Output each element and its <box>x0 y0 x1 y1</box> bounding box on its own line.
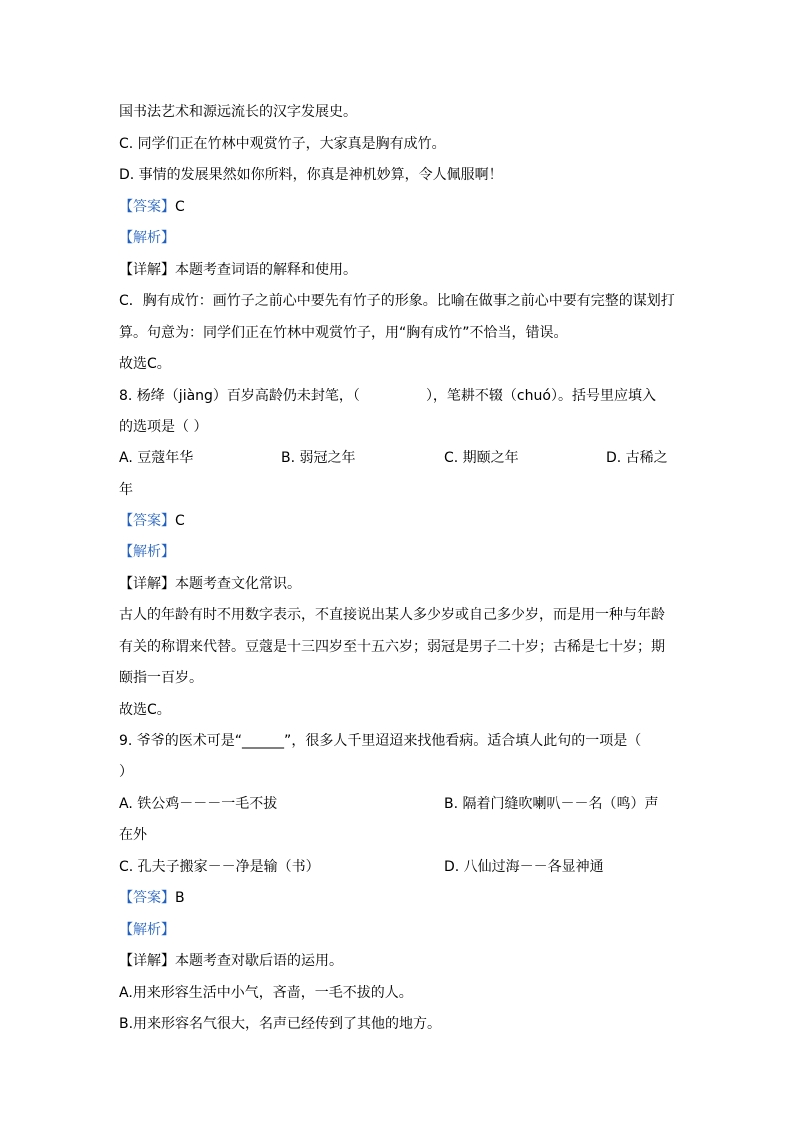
explanation-line: C．胸有成竹：画竹子之前心中要先有竹子的形象。比喻在做事之前心中要有完整的谋划打 <box>119 293 675 309</box>
detail-text: 本题考查词语的解释和使用。 <box>175 262 357 278</box>
q9-option-b: B. 隔着门缝吹喇叭－－名（鸣）声 <box>444 796 659 812</box>
q9-option-d: D. 八仙过海－－各显神通 <box>444 859 604 875</box>
q8-option-a: A. 豆蔻年华 <box>119 450 194 466</box>
answer-tag: 【答案】 <box>119 513 175 529</box>
analysis-tag: 【解析】 <box>119 230 175 246</box>
question-9-stem-cont: ） <box>119 764 133 780</box>
question-8-stem-part2: ），笔耕不辍（chuó）。括号里应填入 <box>425 388 656 404</box>
answer-line-2 <box>119 512 185 530</box>
option-d-text: D. 事情的发展果然如你所料，你真是神机妙算，令人佩服啊！ <box>119 167 503 183</box>
explanation-line: B.用来形容名气很大，名声已经传到了其他的地方。 <box>119 1016 442 1032</box>
question-8-stem-part1: 8. 杨绛（jiàng）百岁高龄仍未封笔，（ <box>119 388 360 404</box>
q9-option-a: A. 铁公鸡－－－一毛不拔 <box>119 796 278 812</box>
analysis-tag: 【解析】 <box>119 544 175 560</box>
explanation-line: 古人的年龄有时不用数字表示，不直接说出某人多少岁或自己多少岁，而是用一种与年龄 <box>119 607 665 623</box>
explanation-line: 颐指一百岁。 <box>119 670 203 686</box>
q9-option-c: C. 孔夫子搬家－－净是输（书） <box>119 859 320 875</box>
answer-value: C <box>175 199 185 215</box>
answer-tag: 【答案】 <box>119 199 175 215</box>
answer-line-3 <box>119 889 185 907</box>
detail-text: 本题考查对歇后语的运用。 <box>175 953 343 969</box>
q8-option-c: C. 期颐之年 <box>444 450 519 466</box>
q9-option-b-wrap: 在外 <box>119 827 147 843</box>
question-9-stem: 9. 爷爷的医术可是“______”，很多人千里迢迢来找他看病。适合填人此句的一项是（ <box>119 733 642 749</box>
answer-tag: 【答案】 <box>119 890 175 906</box>
explanation-line: 算。句意为：同学们正在竹林中观赏竹子，用“胸有成竹”不恰当，错误。 <box>119 325 568 341</box>
choose-line: 故选C。 <box>119 356 171 372</box>
detail-line-3 <box>119 952 343 970</box>
choose-line: 故选C。 <box>119 702 171 718</box>
question-8-stem <box>119 387 656 405</box>
answer-line-1 <box>119 198 185 216</box>
detail-line-1 <box>119 261 357 279</box>
explanation-line: 有关的称谓来代替。豆蔻是十三四岁至十五六岁；弱冠是男子二十岁；古稀是七十岁；期 <box>119 639 665 655</box>
answer-value: C <box>175 513 185 529</box>
detail-tag: 【详解】 <box>119 262 175 278</box>
text-line: 国书法艺术和源远流长的汉字发展史。 <box>119 104 357 120</box>
explanation-line: A.用来形容生活中小气，吝啬，一毛不拔的人。 <box>119 985 413 1001</box>
question-8-stem-cont: 的选项是（ ） <box>119 419 208 435</box>
q8-option-b: B. 弱冠之年 <box>281 450 356 466</box>
analysis-tag: 【解析】 <box>119 922 175 938</box>
q8-option-d: D. 古稀之 <box>606 450 668 466</box>
detail-tag: 【详解】 <box>119 576 175 592</box>
option-c-text: C. 同学们正在竹林中观赏竹子，大家真是胸有成竹。 <box>119 136 446 152</box>
answer-value: B <box>175 890 185 906</box>
detail-text: 本题考查文化常识。 <box>175 576 301 592</box>
q8-option-d-wrap: 年 <box>119 482 133 498</box>
detail-line-2 <box>119 575 301 593</box>
detail-tag: 【详解】 <box>119 953 175 969</box>
